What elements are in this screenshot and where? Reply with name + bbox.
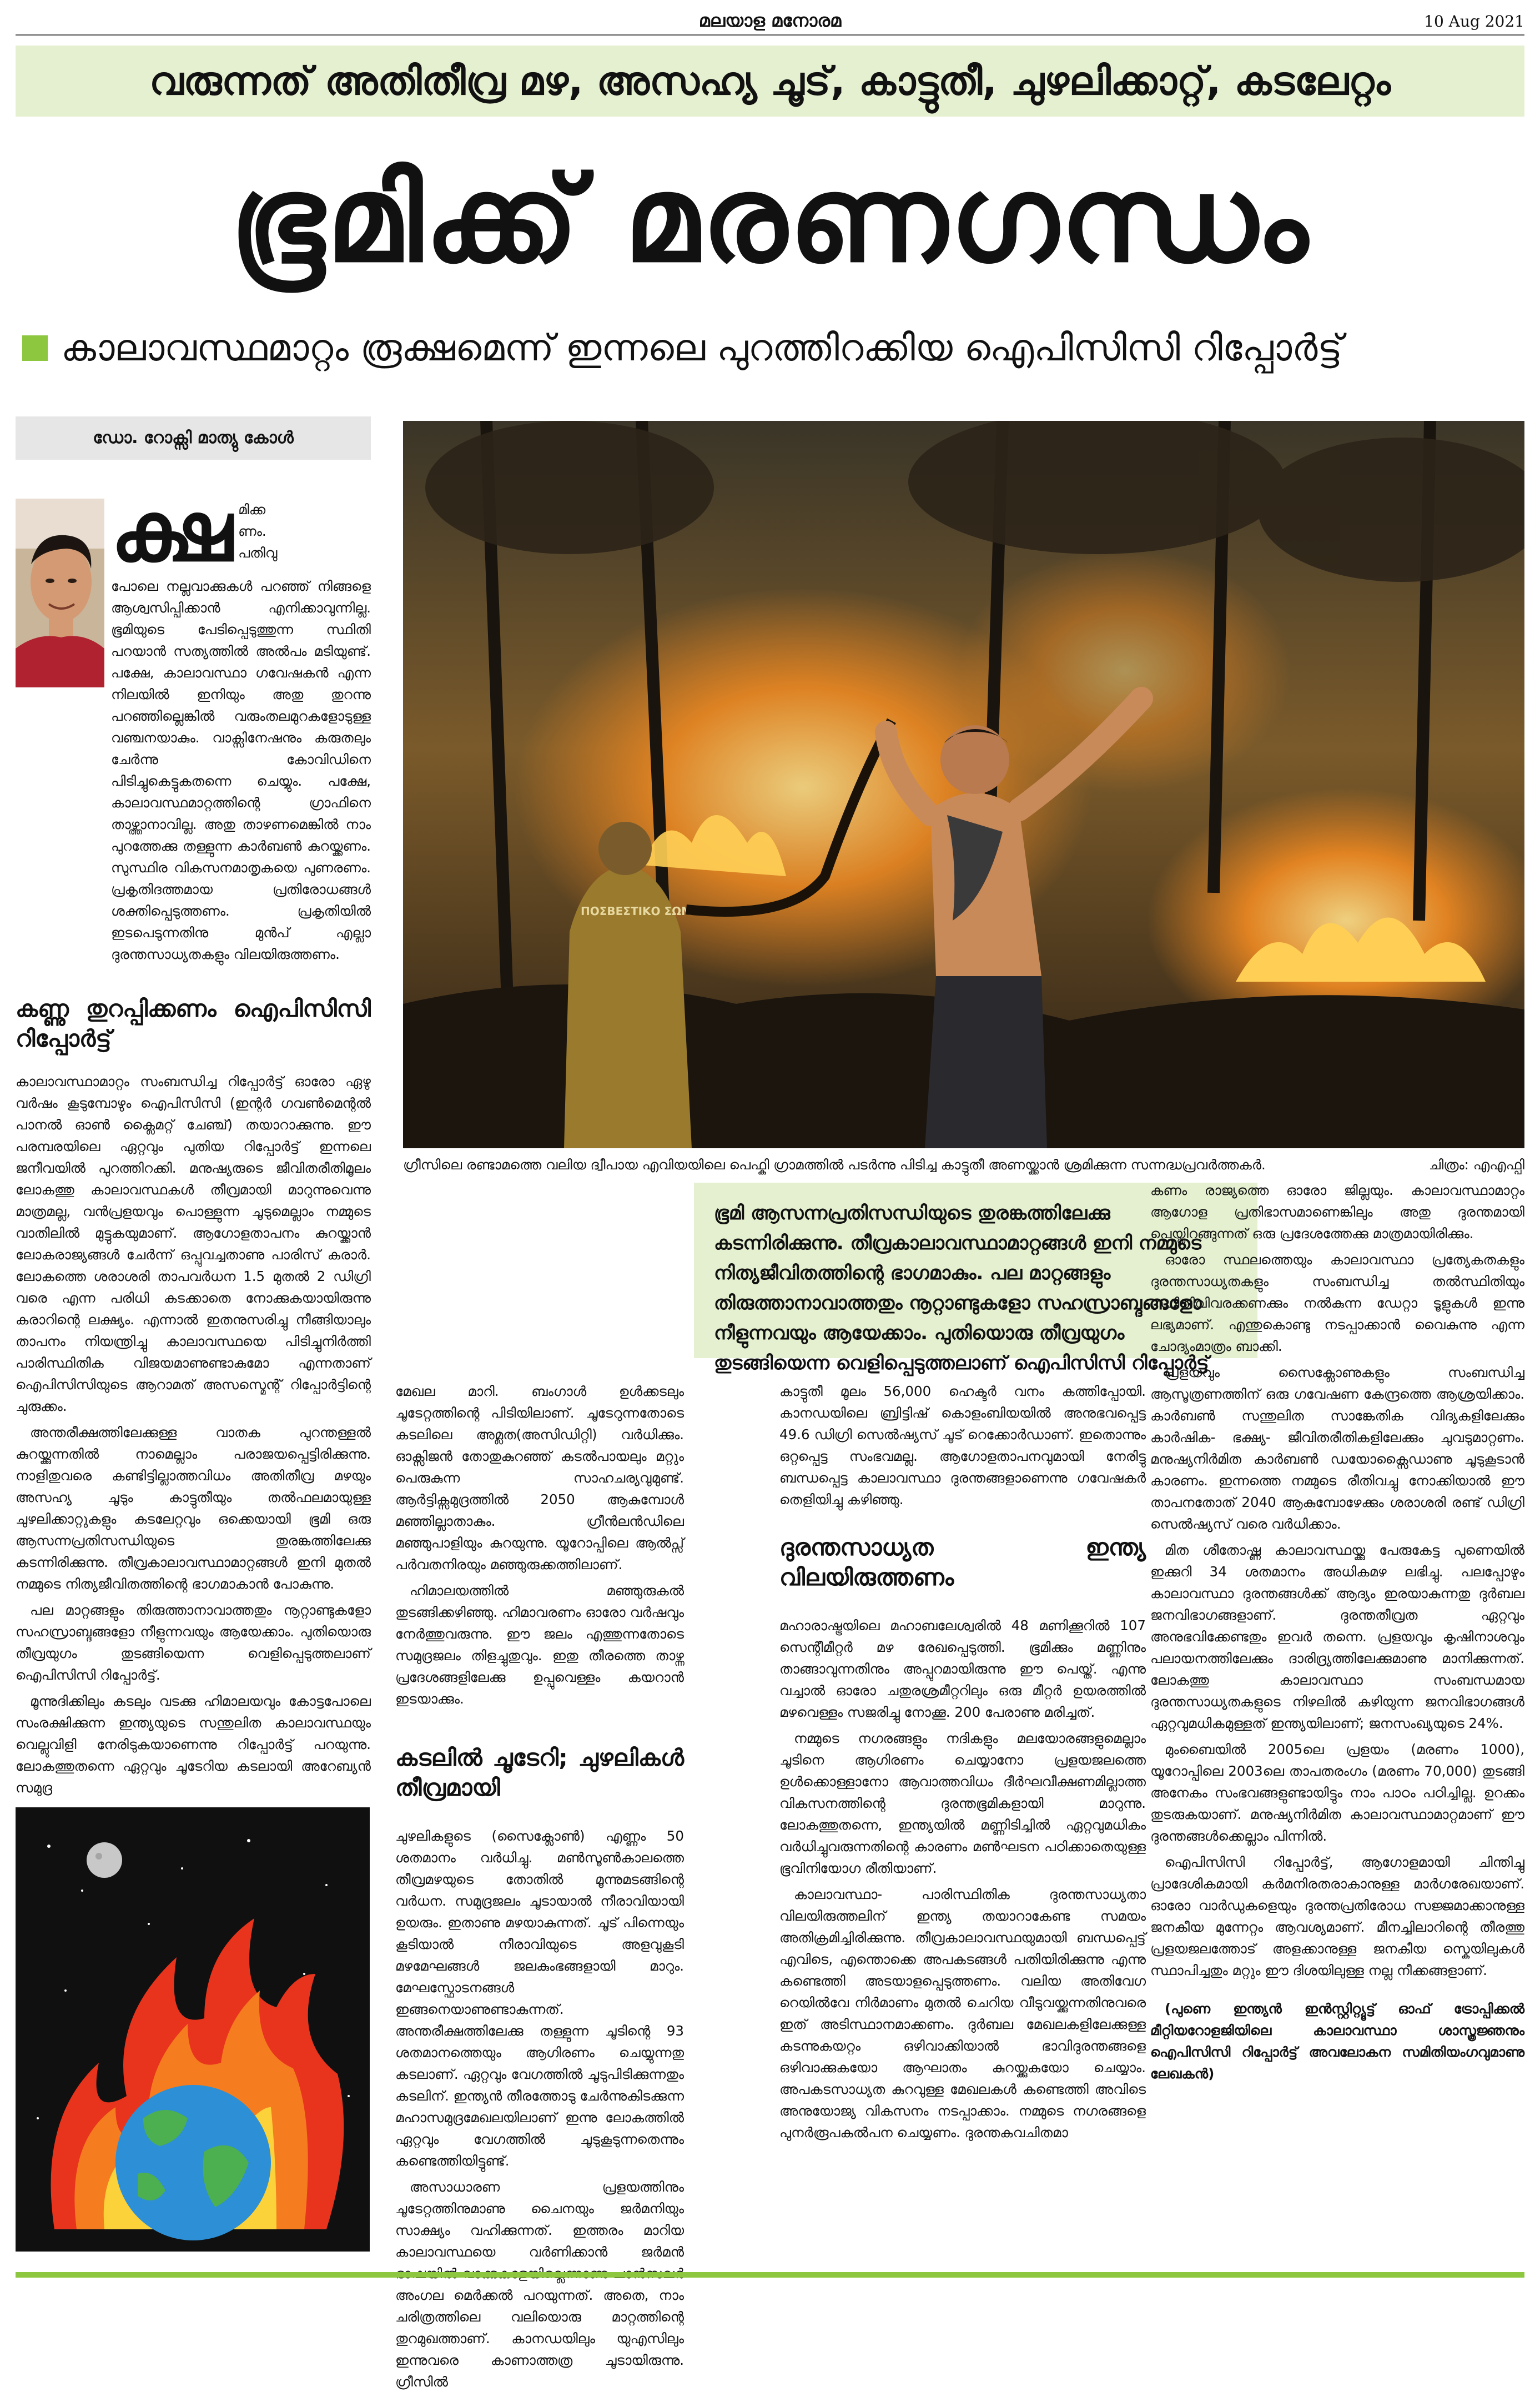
subhead-india-risk: ദുരന്തസാധ്യത ഇന്ത്യ വിലയിരുത്തണം <box>779 1534 1146 1591</box>
intro-line: ണം. <box>238 523 266 539</box>
author-note: (പുണെ ഇന്ത്യൻ ഇൻസ്റ്റിറ്റ്യൂട്ട് ഓഫ് ട്രോപ്പിക്കൽ മീറ്റിയറോളജിയിലെ കാലാവസ്ഥാ ശാസ്ത്രജ്ഞനും ഐപിസിസി റിപ്പോർട്ട് അവലോകന സമിതിയംഗവുമാണു ലേഖകൻ) <box>1150 2001 1524 2082</box>
main-headline: ഭൂമിക്ക് മരണഗന്ധം <box>230 149 1310 289</box>
deck-bullet-icon <box>22 335 48 361</box>
caption-text: ഗ്രീസിലെ രണ്ടാമത്തെ വലിയ ദ്വീപായ എവിയയിലെ പെഫ്കി ഗ്രാമത്തിൽ പടർന്നു പിടിച്ച കാട്ടുതീ അണയ്ക്കാൻ ശ്രമിക്കുന്ന സന്നദ്ധപ്രവർത്തകർ. <box>403 1157 1266 1173</box>
drop-cap: ക്ഷ <box>111 484 233 580</box>
paragraph: കാലാവസ്ഥാ- പാരിസ്ഥിതിക ദുരന്തസാധ്യതാ വിലയിരുത്തലിന് ഇന്ത്യ തയാറാകേണ്ട സമയം അതിക്രമിച്ചിരിക്കുന്നു. തീവ്രകാലാവസ്ഥയുമായി ബന്ധപ്പെട്ട് എവിടെ, എന്തൊക്കെ അപകടങ്ങൾ പതിയിരിക്കുന്നു എന്നു കണ്ടെത്തി അടയാളപ്പെടുത്തണം. വലിയ അതിവേഗ റെയിൽവേ നിർമാണം മുതൽ ചെറിയ വീടുവയ്ക്കുന്നതിനുവരെ ഇത് അടിസ്ഥാനമാക്കണം. ദുർബല മേഖലകളിലേക്കുള്ള കടന്നുകയറ്റം ഒഴിവാക്കിയാൽ ഭാവിദുരന്തങ്ങളെ ഒഴിവാക്കുകയോ ആഘാതം കുറയ്ക്കുകയോ ചെയ്യാം. അപകടസാധ്യത കുറവുള്ള മേഖലകൾ കണ്ടെത്തി അവിടെ അനുയോജ്യ വികസനം നടപ്പാക്കാം. നമ്മുടെ നഗരങ്ങളെ പുനർരൂപകൽപന ചെയ്യണം. ദുരന്തകവചിതമാ <box>779 1886 1146 2140</box>
subhead-ipcc-report: കണ്ണു തുറപ്പിക്കണം ഐപിസിസി റിപ്പോർട്ട് <box>16 995 371 1052</box>
burning-earth-illustration <box>16 1807 370 2252</box>
paragraph: പല മാറ്റങ്ങളും തിരുത്താനാവാത്തതും നൂറ്റാണ്ടുകളോ സഹസ്രാബ്ദങ്ങളോ നീളുന്നവയും ആയേക്കാം. പുതിയൊരു തീവ്രയുഗം തുടങ്ങിയെന്ന വെളിപ്പെടുത്തലാണ് ഐപിസിസി റിപ്പോർട്ട്. <box>16 1602 371 1683</box>
column-1-continued <box>16 994 371 1803</box>
paragraph: മഹാരാഷ്ട്രയിലെ മഹാബലേശ്വരിൽ 48 മണിക്കൂറിൽ 107 സെന്റീമീറ്റർ മഴ രേഖപ്പെടുത്തി. ഭൂമിക്കും മണ്ണിനും താങ്ങാവുന്നതിനും അപ്പുറമായിരുന്നു ഈ പെയ്ത്. എന്നു വച്ചാൽ ഓരോ ചതുരശ്രമീറ്ററിലും ഒരു മീറ്റർ ഉയരത്തിൽ മഴവെള്ളം സജരിച്ചു നോക്കൂ. 200 പേരാണു മരിച്ചത്. <box>779 1617 1146 1720</box>
paragraph: ഓരോ സ്ഥലത്തെയും കാലാവസ്ഥാ പ്രത്യേകതകളും ദുരന്തസാധ്യതകളും സംബന്ധിച്ച തൽസ്ഥിതിയും സ്ഥിതിവിവരക്കണക്കും നൽകുന്ന ഡേറ്റാ ടൂളുകൾ ഇന്നു ലഭ്യമാണ്. എന്തുകൊണ്ടു നടപ്പാക്കാൻ വൈകുന്നു എന്ന ചോദ്യംമാത്രം ബാക്കി. <box>1150 1252 1524 1354</box>
burning-earth-icon <box>16 1807 370 2252</box>
author-name: ഡോ. റോക്സി മാത്യു കോൾ <box>93 428 294 448</box>
newspaper-name: മലയാള മനോരമ <box>698 10 842 31</box>
paragraph: നമ്മുടെ നഗരങ്ങളും നദികളും മലയോരങ്ങളുമെല്ലാം ചൂടിനെ ആഗിരണം ചെയ്യാനോ പ്രളയജലത്തെ ഉൾക്കൊള്ളാനോ ആവാത്തവിധം ദീർഘവീക്ഷണമില്ലാത്ത വികസനത്തിന്റെ ദുരന്തഭൂമികളായി മാറുന്നു. ലോകത്തുതന്നെ, ഇന്ത്യയിൽ മണ്ണിടിച്ചിൽ ഏറ്റവുമധികം വർധിച്ചുവരുന്നതിന്റെ കാരണം മൺഘടന പഠിക്കാതെയുള്ള ഭൂവിനിയോഗ രീതിയാണ്. <box>779 1730 1146 1876</box>
paragraph: ഹിമാലയത്തിൽ മഞ്ഞുരുകൽ തുടങ്ങിക്കഴിഞ്ഞു. ഹിമാവരണം ഓരോ വർഷവും നേർത്തുവരുന്നു. ഈ ജലം എത്തുന്നതോടെ സമുദ്രജലം തിളച്ചുതുവും. ഇതു തീരത്തെ താഴ്ന്ന പ്രദേശങ്ങളിലേക്കു ഉപ്പുവെള്ളം കയറാൻ ഇടയാക്കും. <box>395 1582 684 1707</box>
intro-line: മിക്ക <box>238 501 266 517</box>
paragraph: മൂന്നുദിക്കിലും കടലും വടക്കു ഹിമാലയവും കോട്ടപോലെ സംരക്ഷിക്കുന്ന ഇന്ത്യയുടെ സന്തുലിത കാലാവസ്ഥയും വെല്ലുവിളി നേരിടുകയാണെന്നു റിപ്പോർട്ട് പറയുന്നു. ലോകത്തുതന്നെ ഏറ്റവും ചൂടേറിയ കടലായി അറേബ്യൻ സമുദ്ര <box>16 1693 371 1796</box>
deck-subheadline: കാലാവസ്ഥമാറ്റം രൂക്ഷമെന്ന് ഇന്നലെ പുറത്തിറക്കിയ ഐപിസിസി റിപ്പോർട്ട് <box>61 326 1342 369</box>
paragraph: പ്രളയവും സൈക്ലോണുകളും സംബന്ധിച്ച ആസൂത്രണത്തിന് ഒരു ഗവേഷണ കേന്ദ്രത്തെ ആശ്രയിക്കാം. കാർബൺ സന്തുലിത സാങ്കേതിക വിദ്യകളിലേക്കും കാർഷിക- ഭക്ഷ്യ- ജീവിതരീതികളിലേക്കും ചുവടുമാറ്റണം. മനുഷ്യനിർമിത കാർബൺ ഡയോക്സൈഡാണു ചൂടുകൂടാൻ കാരണം. ഇന്നത്തെ നമ്മുടെ രീതിവച്ചു നോക്കിയാൽ ഈ താപനതോത് 2040 ആകുമ്പോഴേക്കും ശരാശരി രണ്ട് ഡിഗ്രി സെൽഷ്യസ് വരെ വർധിക്കാം. <box>1150 1364 1524 1532</box>
kicker-bar <box>16 46 1524 117</box>
photo-credit: ചിത്രം: എഎഫ്പി <box>1428 1157 1524 1173</box>
main-photo-wildfire <box>403 421 1524 1148</box>
column-3 <box>779 1380 1146 2148</box>
column-2 <box>395 1380 684 2397</box>
vest-text: ΠΟΣΒΕΣΤΙΚΟ ΣΩΜΑ <box>581 904 701 918</box>
photo-caption <box>403 1155 1524 1175</box>
byline <box>16 416 371 460</box>
paragraph: മുംബൈയിൽ 2005ലെ പ്രളയം (മരണം 1000), യൂറോപ്പിലെ 2003ലെ താപതരംഗം (മരണം 70,000) തുടങ്ങി അനേകം സംഭവങ്ങളുണ്ടായിട്ടും നാം പാഠം പഠിച്ചില്ല. ഉറക്കം തുടരുകയാണ്. മനുഷ്യനിർമിത കാലാവസ്ഥാമാറ്റമാണ് ഈ ദുരന്തങ്ങൾക്കെല്ലാം പിന്നിൽ. <box>1150 1741 1524 1844</box>
bottom-rule <box>16 2272 1524 2278</box>
column-4 <box>1150 1179 1524 2089</box>
paragraph: ചുഴലികളുടെ (സൈക്ലോൺ) എണ്ണം 50 ശതമാനം വർധിച്ചു. മൺസൂൺകാലത്തെ തീവ്രമഴയുടെ തോതിൽ മൂന്നുമടങ്ങിന്റെ വർധന. സമുദ്രജലം ചൂടായാൽ നീരാവിയായി ഉയരും. ഇതാണു മഴയാകുന്നത്. ചൂട് പിന്നെയും കൂടിയാൽ നീരാവിയുടെ അളവുകൂടി മഴമേഘങ്ങൾ ജലകുംഭങ്ങളായി മാറും. മേഘസ്ഫോടനങ്ങൾ ഇങ്ങനെയാണുണ്ടാകുന്നത്. അന്തരീക്ഷത്തിലേക്കു തള്ളുന്ന ചൂടിന്റെ 93 ശതമാനത്തെയും ആഗിരണം ചെയ്യുന്നതു കടലാണ്. ഏറ്റവും വേഗത്തിൽ ചൂടുപിടിക്കുന്നതും കടലിന്. ഇന്ത്യൻ തീരത്തോടു ചേർന്നുകിടക്കുന്ന മഹാസമുദ്രമേഖലയിലാണ് ഇന്നു ലോകത്തിൽ ഏറ്റവും വേഗത്തിൽ ചൂടുകൂടുന്നതെന്നും കണ്ടെത്തിയിട്ടുണ്ട്. <box>395 1828 684 2169</box>
publication-date: 10 Aug 2021 <box>1424 12 1524 31</box>
pull-quote-text: ഭൂമി ആസന്നപ്രതിസന്ധിയുടെ തുരങ്കത്തിലേക്കു കടന്നിരിക്കുന്നു. തീവ്രകാലാവസ്ഥാമാറ്റങ്ങൾ ഇനി നമ്മുടെ നിത്യജീവിതത്തിന്റെ ഭാഗമാകും. പല മാറ്റങ്ങളും തിരുത്താനാവാത്തതും നൂറ്റാണ്ടുകളോ സഹസ്രാബ്ദങ്ങളോ നീളുന്നവയും ആയേക്കാം. പുതിയൊരു തീവ്രയുഗം തുടങ്ങിയെന്ന വെളിപ്പെടുത്തലാണ് ഐപിസിസി റിപ്പോർട്ട് <box>714 1202 1209 1374</box>
wildfire-photo-icon <box>403 421 1524 1148</box>
kicker-text: വരുന്നത് അതിതീവ്ര മഴ, അസഹ്യ ചൂട്, കാട്ടുതീ, ചുഴലിക്കാറ്റ്, കടലേറ്റം <box>149 58 1391 104</box>
paragraph: കാലാവസ്ഥാമാറ്റം സംബന്ധിച്ച റിപ്പോർട്ട് ഓരോ ഏഴു വർഷം കൂടുമ്പോഴും ഐപിസിസി (ഇന്റർ ഗവൺമെന്റൽ പാനൽ ഓൺ ക്ലൈമറ്റ് ചേഞ്ച്) തയാറാക്കുന്നു. ഈ പരമ്പരയിലെ ഏറ്റവും പുതിയ റിപ്പോർട്ട് ഇന്നലെ ജനീവയിൽ പുറത്തിറക്കി. മനുഷ്യരുടെ ജീവിതരീതിമൂലം ലോകത്തു കാലാവസ്ഥകൾ തീവ്രമായി മാറുന്നുവെന്നു മാത്രമല്ല, വൻപ്രളയവും പൊള്ളുന്ന ചൂടുമെല്ലാം നമ്മുടെ വാതിലിൽ മുട്ടുകയുമാണ്. ആഗോളതാപനം കുറയ്ക്കാൻ ലോകരാജ്യങ്ങൾ ചേർന്ന് ഒപ്പുവച്ചതാണു പാരിസ് കരാർ. ലോകത്തെ ശരാശരി താപവർധന 1.5 മുതൽ 2 ഡിഗ്രി വരെ എന്ന പരിധി കടക്കാതെ നോക്കുകയായിരുന്നു കരാറിന്റെ ലക്ഷ്യം. എന്നാൽ ഇതനുസരിച്ചു നീങ്ങിയാലും താപനം നിയന്ത്രിച്ചു കാലാവസ്ഥയെ പിടിച്ചുനിർത്തി പാരിസ്ഥിതിക വിജയമാണുണ്ടാകുമോ എന്നതാണ് ഐപിസിസിയുടെ ആറാമത് അസസ്മെന്റ് റിപ്പോർട്ടിന്റെ ചുരുക്കം. <box>16 1073 371 1414</box>
paragraph: കണം രാജ്യത്തെ ഓരോ ജില്ലയും. കാലാവസ്ഥാമാറ്റം ആഗോള പ്രതിഭാസമാണെങ്കിലും അതു ദുരന്തമായി പെയ്തിറങ്ങുന്നത് ഒരു പ്രദേശത്തേക്കു മാത്രമായിരിക്കും. <box>1150 1182 1524 1242</box>
paragraph: കാട്ടുതീ മൂലം 56,000 ഹെക്ടർ വനം കത്തിപ്പോയി. കാനഡയിലെ ബ്രിട്ടിഷ് കൊളംബിയയിൽ അനുഭവപ്പെട്ട 49.6 ഡിഗ്രി സെൽഷ്യസ് ചൂട് റെക്കോർഡാണ്. ഇതൊന്നും ഒറ്റപ്പെട്ട സംഭവമല്ല. ആഗോളതാപനവുമായി നേരിട്ടു ബന്ധപ്പെട്ട കാലാവസ്ഥാ ദുരന്തങ്ങളാണെന്നു ഗവേഷകർ തെളിയിച്ചു കഴിഞ്ഞു. <box>779 1383 1146 1507</box>
paragraph: അസാധാരണ പ്രളയത്തിനും ചൂടേറ്റത്തിനുമാണു ചൈനയും ജർമനിയും സാക്ഷ്യം വഹിക്കുന്നത്. ഇത്തരം മാറിയ കാലാവസ്ഥയെ വർണിക്കാൻ ജർമൻ അംഗല മെർക്കൽ പറയുന്നത്. അതെ, നാം ചരിത്രത്തിലെ വലിയൊരു മാറ്റത്തിന്റെ തുറമുഖത്താണ്. കാനഡയിലും യുഎസിലും ഇന്നുവരെ കാണാത്തത്ര ചൂടായിരുന്നു. ഗ്രീസിൽ <box>395 2179 684 2390</box>
paragraph: അന്തരീക്ഷത്തിലേക്കുള്ള വാതക പുറന്തള്ളൽ കുറയ്ക്കുന്നതിൽ നാമെല്ലാം പരാജയപ്പെട്ടിരിക്കുന്നു. നാളിതുവരെ കണ്ടിട്ടില്ലാത്തവിധം അതിതീവ്ര മഴയും അസഹ്യ ചൂടും കാട്ടുതീയും തൽഫലമായുള്ള ചുഴലിക്കാറ്റുകളും കടലേറ്റവും ഒക്കെയായി ഭൂമി ഒരു ആസന്നപ്രതിസന്ധിയുടെ തുരങ്കത്തിലേക്കു കടന്നിരിക്കുന്നു. തീവ്രകാലാവസ്ഥാമാറ്റങ്ങൾ ഇനി മുതൽ നമ്മുടെ നിത്യജീവിതത്തിന്റെ ഭാഗമാകാൻ പോകുന്നു. <box>16 1424 371 1592</box>
paragraph: മിത ശീതോഷ്ണ കാലാവസ്ഥയ്ക്കു പേരുകേട്ട പുണെയിൽ ഇക്കുറി 34 ശതമാനം അധികമഴ ലഭിച്ചു. പലപ്പോഴും കാലാവസ്ഥാ ദുരന്തങ്ങൾക്ക് ആദ്യം ഇരയാകുന്നതു ദുർബല ജനവിഭാഗങ്ങളാണ്. ദുരന്തതീവ്രത ഏറ്റവും അനുഭവിക്കേണ്ടതും ഇവർ തന്നെ. പ്രളയവും കൃഷിനാശവും പലായനത്തിലേക്കും ദാരിദ്ര്യത്തിലേക്കുമാണു മാനിക്കുന്നത്. ലോകത്തു കാലാവസ്ഥാ സംബന്ധമായ ദുരന്തസാധ്യതകളുടെ നിഴലിൽ കഴിയുന്ന ജനവിഭാഗങ്ങൾ ഏറ്റവുമധികമുള്ളത് ഇന്ത്യയിലാണ്; ജനസംഖ്യയുടെ 24%. <box>1150 1542 1524 1731</box>
intro-line: പതിവു <box>238 545 278 561</box>
paragraph: ഐപിസിസി റിപ്പോർട്ട്, ആഗോളമായി ചിന്തിച്ചു പ്രാദേശികമായി കർമനിരതരാകാനുള്ള മാർഗരേഖയാണ്. ഓരോ വാർഡുകളെയും ദുരന്തപ്രതിരോധ സജ്ജമാക്കാനുള്ള ജനകീയ മുന്നേറ്റം ആവശ്യമാണ്. മീനച്ചിലാറിന്റെ തീരത്തു പ്രളയജലത്തോട് അളക്കാനുള്ള ജനകീയ സ്കെയിലുകൾ സ്ഥാപിച്ചതും മറ്റും ഈ ദിശയിലുള്ള നല്ല നീക്കങ്ങളാണ്. <box>1150 1854 1524 1978</box>
masthead <box>16 10 1524 36</box>
paragraph: മേഖല മാറി. ബംഗാൾ ഉൾക്കടലും ചൂടേറ്റത്തിന്റെ പിടിയിലാണ്. ചൂടേറുന്നതോടെ കടലിലെ അമ്ലത(അസിഡിറ്റി) വർധിക്കും. ഓക്സിജൻ തോതുകുറഞ്ഞ് കടൽപായലും മറ്റും പെരുകുന്ന സാഹചര്യവുമുണ്ട്. ആർട്ടിക്സമുദ്രത്തിൽ 2050 ആകുമ്പോൾ മഞ്ഞില്ലാതാകും. ഗ്രീൻലൻഡിലെ മഞ്ഞുപാളിയും കുറയുന്നു. യൂറോപ്പിലെ ആൽപ്സ് പർവതനിരയും മഞ്ഞുരുക്കത്തിലാണ്. <box>395 1383 684 1572</box>
paragraph: പോലെ നല്ലവാക്കുകൾ പറഞ്ഞ് നിങ്ങളെ ആശ്വസിപ്പിക്കാൻ എനിക്കാവുന്നില്ല. ഭൂമിയുടെ പേടിപ്പെടുത്തുന്ന സ്ഥിതി പറയാൻ സത്യത്തിൽ അൽപം മടിയുണ്ട്. പക്ഷേ, കാലാവസ്ഥാ ഗവേഷകൻ എന്ന നിലയിൽ ഇനിയും അതു തുറന്നു പറഞ്ഞില്ലെങ്കിൽ വരുംതലമുറകളോടുള്ള വഞ്ചനയാകും. വാക്സിനേഷനും കരുതലും ചേർന്നു കോവിഡിനെ പിടിച്ചുകെട്ടുകതന്നെ ചെയ്യും. പക്ഷേ, കാലാവസ്ഥമാറ്റത്തിന്റെ ഗ്രാഫിനെ താഴ്ത്താനാവില്ല. അതു താഴണമെങ്കിൽ നാം പുറത്തേക്കു തള്ളുന്ന കാർബൺ കുറയ്ക്കണം. സുസ്ഥിര വികസനമാതൃകയെ പുണരണം. പ്രകൃതിദത്തമായ പ്രതിരോധങ്ങൾ ശക്തിപ്പെടുത്തണം. പ്രകൃതിയിൽ ഇടപെടുന്നതിനു മുൻപ് എല്ലാ ദുരന്തസാധ്യതകളും വിലയിരുത്തണം. <box>111 578 371 962</box>
subhead-ocean-heat: കടലിൽ ചൂടേറി; ചുഴലികൾ തീവ്രമായി <box>395 1744 684 1801</box>
dropcap-block <box>111 484 371 580</box>
column-1 <box>16 484 371 969</box>
